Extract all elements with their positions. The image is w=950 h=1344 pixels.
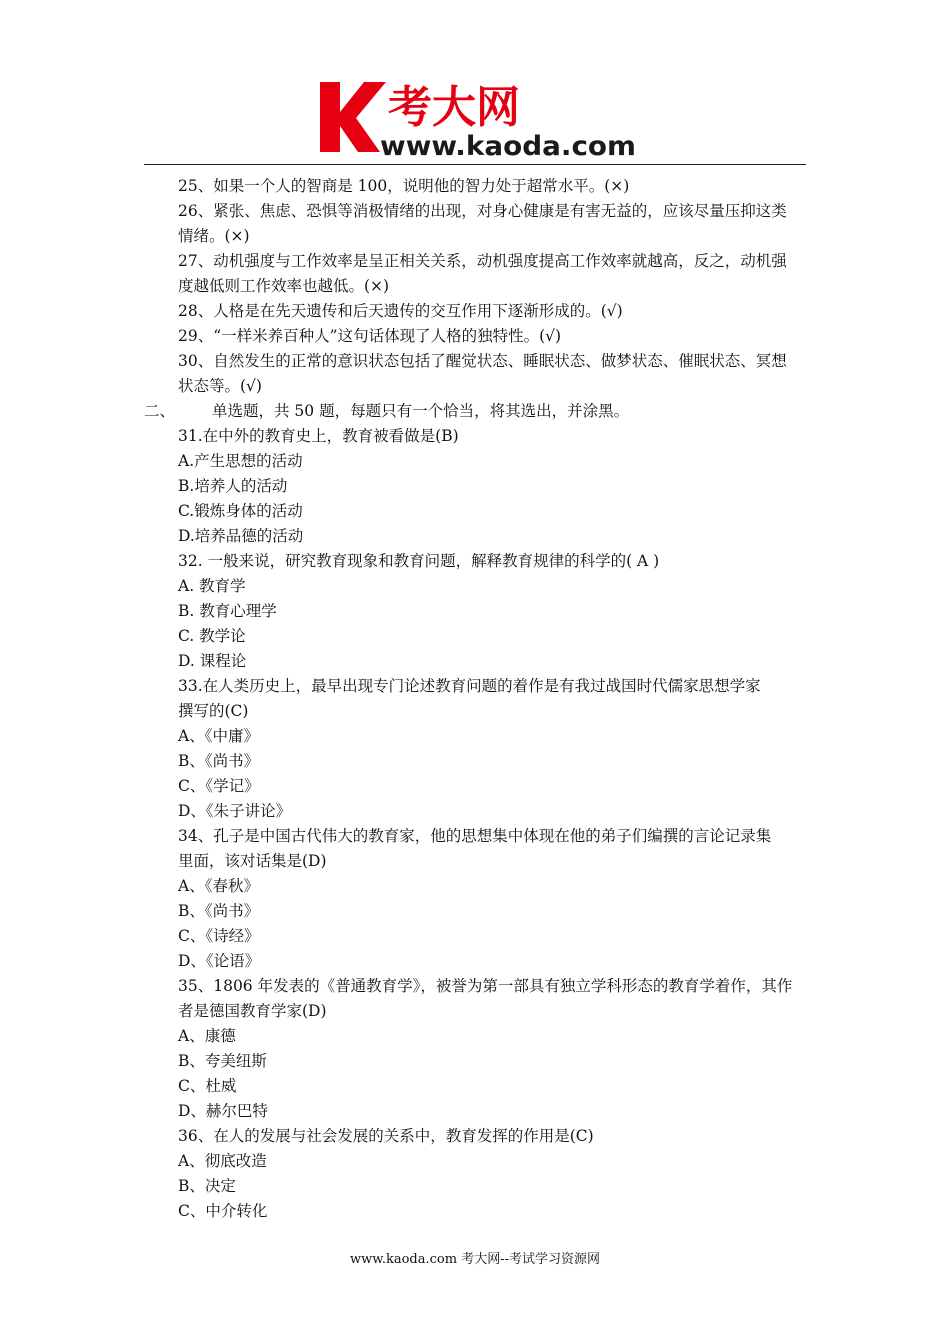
question-text-line: 情绪。(×) — [178, 227, 250, 245]
section-heading — [144, 399, 806, 424]
answer-option: D、《论语》 — [178, 952, 261, 970]
question-text-line: 度越低则工作效率也越低。(×) — [178, 277, 390, 295]
kaoda-logo-icon — [318, 78, 648, 162]
answer-option: A.产生思想的活动 — [178, 452, 303, 470]
question-stem-line: 34、孔子是中国古代伟大的教育家，他的思想集中体现在他的弟子们编撰的言论记录集 — [178, 827, 772, 845]
answer-option: D、赫尔巴特 — [178, 1102, 268, 1120]
question-q36 — [144, 1124, 806, 1224]
svg-text:www.kaoda.com: www.kaoda.com — [380, 131, 636, 162]
question-text-line: 状态等。(√) — [178, 377, 262, 395]
question-stem-line: 33.在人类历史上，最早出现专门论述教育问题的着作是有我过战国时代儒家思想学家 — [178, 677, 761, 695]
question-stem-line: 者是德国教育学家(D) — [178, 1002, 327, 1020]
question-q29 — [144, 324, 806, 349]
question-text-line: 28、人格是在先天遗传和后天遗传的交互作用下逐渐形成的。(√) — [178, 302, 623, 320]
answer-option: B、决定 — [178, 1177, 236, 1195]
kaoda-logo — [318, 78, 648, 162]
question-q32 — [144, 549, 806, 674]
answer-option: C、杜威 — [178, 1077, 237, 1095]
answer-option: A. 教育学 — [178, 577, 246, 595]
answer-option: B、《尚书》 — [178, 902, 260, 920]
question-text-line: 30、自然发生的正常的意识状态包括了醒觉状态、睡眠状态、做梦状态、催眠状态、冥想 — [178, 352, 787, 370]
question-q33 — [144, 674, 806, 824]
question-q25 — [144, 174, 806, 199]
answer-option: C.锻炼身体的活动 — [178, 502, 303, 520]
answer-option: C. 教学论 — [178, 627, 246, 645]
answer-option: A、彻底改造 — [178, 1152, 267, 1170]
question-q26 — [144, 199, 806, 249]
svg-text:考大网: 考大网 — [388, 82, 520, 133]
answer-option: B、《尚书》 — [178, 752, 260, 770]
question-stem-line: 36、在人的发展与社会发展的关系中，教育发挥的作用是(C) — [178, 1127, 594, 1145]
question-text-line: 26、紧张、焦虑、恐惧等消极情绪的出现，对身心健康是有害无益的，应该尽量压抑这类 — [178, 202, 787, 220]
answer-option: C、《学记》 — [178, 777, 260, 795]
question-stem-line: 32. 一般来说，研究教育现象和教育问题，解释教育规律的科学的( A ) — [178, 552, 660, 570]
answer-option: D. 课程论 — [178, 652, 247, 670]
answer-option: A、康德 — [178, 1027, 236, 1045]
question-q30 — [144, 349, 806, 399]
answer-option: D、《朱子讲论》 — [178, 802, 292, 820]
question-stem-line: 撰写的(C) — [178, 702, 249, 720]
answer-option: D.培养品德的活动 — [178, 527, 304, 545]
answer-option: C、中介转化 — [178, 1202, 268, 1220]
document-body — [144, 174, 806, 1224]
answer-option: B.培养人的活动 — [178, 477, 288, 495]
section-number: 二、 — [144, 402, 176, 420]
question-text-line: 29、“一样米养百种人”这句话体现了人格的独特性。(√) — [178, 327, 562, 345]
header-rule — [144, 164, 806, 165]
answer-option: B、夸美纽斯 — [178, 1052, 267, 1070]
answer-option: C、《诗经》 — [178, 927, 260, 945]
page-footer: www.kaoda.com 考大网--考试学习资源网 — [350, 1252, 600, 1267]
answer-option: A、《春秋》 — [178, 877, 259, 895]
question-q35 — [144, 974, 806, 1124]
question-q31 — [144, 424, 806, 549]
question-q27 — [144, 249, 806, 299]
question-text-line: 25、如果一个人的智商是 100，说明他的智力处于超常水平。(×) — [178, 177, 630, 195]
question-q28 — [144, 299, 806, 324]
question-stem-line: 35、1806 年发表的《普通教育学》，被誉为第一部具有独立学科形态的教育学着作，其作 — [178, 977, 793, 995]
section-title: 单选题，共 50 题，每题只有一个恰当，将其选出，并涂黑。 — [212, 402, 630, 420]
question-stem-line: 里面，该对话集是(D) — [178, 852, 327, 870]
true-false-questions — [144, 174, 806, 399]
question-stem-line: 31.在中外的教育史上，教育被看做是(B) — [178, 427, 459, 445]
answer-option: B. 教育心理学 — [178, 602, 277, 620]
answer-option: A、《中庸》 — [178, 727, 259, 745]
question-text-line: 27、动机强度与工作效率是呈正相关关系，动机强度提高工作效率就越高，反之，动机强 — [178, 252, 787, 270]
multiple-choice-questions — [144, 424, 806, 1224]
question-q34 — [144, 824, 806, 974]
